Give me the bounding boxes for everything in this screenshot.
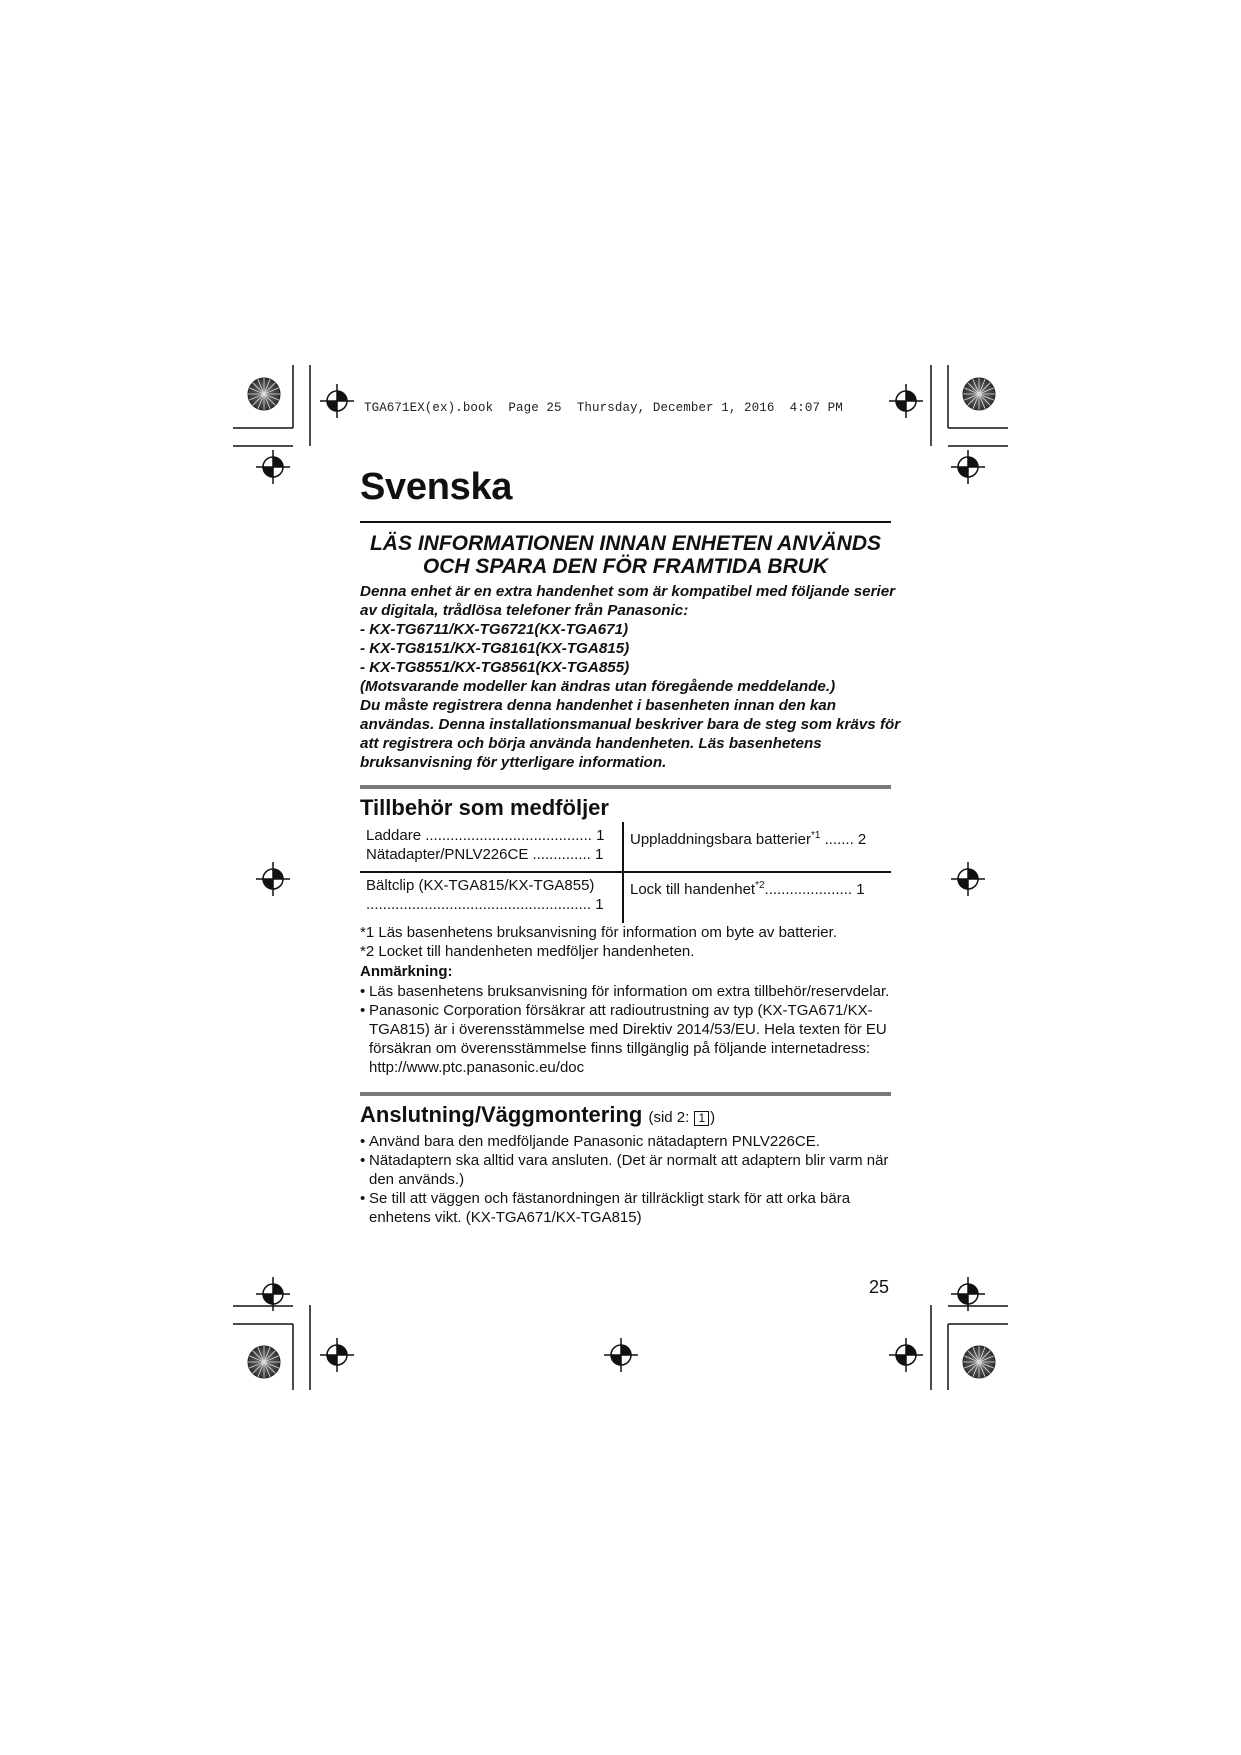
intro-line: Denna enhet är en extra handenhet som är kompatibel med följande serier <box>360 583 896 600</box>
list-item: • Använd bara den medföljande Panasonic nätadaptern PNLV226CE. <box>360 1132 888 1151</box>
page-reference <box>648 1109 715 1126</box>
note-label: Anmärkning: <box>360 963 453 980</box>
cover-qty: ..................... 1 <box>764 881 865 898</box>
list-item-line: försäkran om överensstämmelse finns tillgänglig på följande internetadress: <box>369 1040 871 1057</box>
intro-line: användas. Denna installationsmanual beskriver bara de steg som krävs för <box>360 716 901 733</box>
section-rule <box>360 1092 891 1096</box>
batteries-label: Uppladdningsbara batterier <box>630 831 811 848</box>
intro-line: att registrera och börja använda handenheten. Läs basenhetens <box>360 735 822 752</box>
connection-heading-text: Anslutning/Väggmontering <box>360 1102 643 1127</box>
page-reference-suffix: ) <box>710 1109 716 1126</box>
list-item: • Läs basenhetens bruksanvisning för information om extra tillbehör/reservdelar. <box>360 982 889 1001</box>
intro-line: (Motsvarande modeller kan ändras utan föregående meddelande.) <box>360 678 836 695</box>
footnote-ref-2: *2 <box>755 880 765 891</box>
accessory-beltclip: Bältclip (KX-TGA815/KX-TGA855) <box>366 877 595 894</box>
batteries-qty: ....... 2 <box>820 831 867 848</box>
section-rule <box>360 785 891 789</box>
intro-line: - KX-TG8551/KX-TG8561(KX-TGA855) <box>360 659 630 676</box>
accessories-heading: Tillbehör som medföljer <box>360 795 609 820</box>
list-item-line: • Nätadaptern ska alltid vara ansluten. (Det är normalt att adaptern blir varm när <box>369 1152 889 1169</box>
page-number: 25 <box>869 1277 890 1297</box>
cover-label: Lock till handenhet <box>630 881 756 898</box>
list-item-line: http://www.ptc.panasonic.eu/doc <box>369 1059 585 1076</box>
intro-line: Du måste registrera denna handenhet i basenheten innan den kan <box>360 697 836 714</box>
note-list <box>360 982 889 1077</box>
list-item-line: den används.) <box>369 1171 465 1188</box>
accessory-charger: Laddare ........................................ 1 <box>366 827 605 844</box>
connection-heading <box>360 1102 715 1128</box>
intro-paragraph <box>360 582 900 772</box>
list-item-line: enhetens vikt. (KX-TGA671/KX-TGA815) <box>369 1209 642 1226</box>
list-item-line: • Se till att väggen och fästanordningen är tillräckligt stark för att orka bära <box>369 1190 851 1207</box>
table-row-divider <box>360 871 891 873</box>
table-divider <box>622 822 624 923</box>
list-item-line: • Panasonic Corporation försäkrar att radioutrustning av typ (KX-TGA671/KX- <box>369 1002 873 1019</box>
connection-list <box>360 1132 888 1227</box>
accessory-batteries <box>630 826 866 849</box>
accessory-adaptor: Nätadapter/PNLV226CE .............. 1 <box>366 846 604 863</box>
footnote-1: *1 Läs basenhetens bruksanvisning för information om byte av batterier. <box>360 924 837 941</box>
intro-line: av digitala, trådlösa telefoner från Panasonic: <box>360 602 689 619</box>
language-title: Svenska <box>360 466 513 508</box>
figure-ref-box: 1 <box>694 1111 709 1126</box>
page-reference-prefix: (sid 2: <box>648 1109 694 1126</box>
warning-line-1: LÄS INFORMATIONEN INNAN ENHETEN ANVÄNDS <box>369 532 881 555</box>
footnote-ref-1: *1 <box>810 830 821 841</box>
warning-title <box>360 532 891 578</box>
intro-line: bruksanvisning för ytterligare information. <box>360 754 667 771</box>
warning-line-2: OCH SPARA DEN FÖR FRAMTIDA BRUK <box>422 555 829 578</box>
intro-line: - KX-TG6711/KX-TG6721(KX-TGA671) <box>360 621 629 638</box>
list-item-line: TGA815) är i överensstämmelse med Direktiv 2014/53/EU. Hela texten för EU <box>369 1021 887 1038</box>
title-rule <box>360 521 891 523</box>
list-item <box>360 1151 888 1189</box>
intro-line: - KX-TG8151/KX-TG8161(KX-TGA815) <box>360 640 630 657</box>
list-item <box>360 1189 888 1227</box>
list-item <box>360 1001 889 1077</box>
accessory-beltclip-qty: ...................................................... 1 <box>366 896 604 913</box>
accessory-cover <box>630 876 865 899</box>
footnote-2: *2 Locket till handenheten medföljer handenheten. <box>360 943 695 960</box>
book-header-line: TGA671EX(ex).book Page 25 Thursday, December 1, 2016 4:07 PM <box>364 401 843 415</box>
